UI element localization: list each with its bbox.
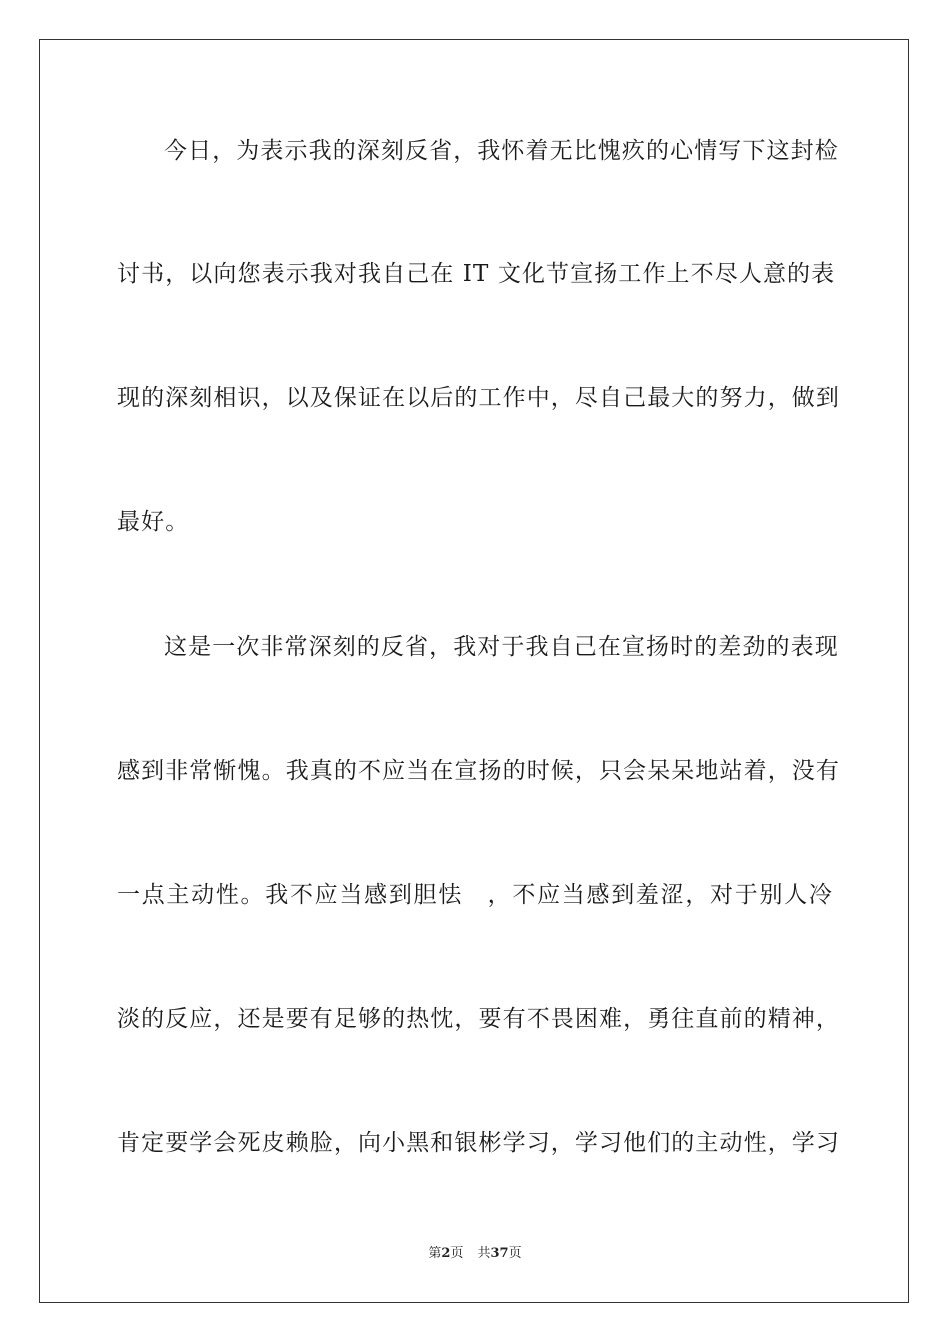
total-pages: 37 — [490, 1246, 509, 1261]
page-suffix: 页 — [450, 1246, 464, 1261]
paragraph-1-line-1: 今日，为表示我的深刻反省，我怀着无比愧疚的心情写下这封检 — [164, 138, 839, 164]
page-number: 2 — [441, 1246, 451, 1261]
paragraph-1-line-4: 最好。 — [117, 509, 190, 535]
paragraph-2-line-4: 淡的反应，还是要有足够的热忱，要有不畏困难，勇往直前的精神， — [117, 1006, 840, 1032]
paragraph-2-line-1: 这是一次非常深刻的反省，我对于我自己在宣扬时的差劲的表现 — [164, 634, 839, 660]
total-prefix: 共 — [477, 1246, 491, 1261]
paragraph-2-line-5: 肯定要学会死皮赖脸，向小黑和银彬学习，学习他们的主动性，学习 — [117, 1130, 840, 1156]
paragraph-2-line-3: 一点主动性。我不应当感到胆怯 ，不应当感到羞涩，对于别人冷 — [117, 882, 833, 908]
paragraph-1-line-2: 讨书，以向您表示我对我自己在 IT 文化节宣扬工作上不尽人意的表 — [117, 261, 836, 287]
page-prefix: 第 — [428, 1246, 442, 1261]
page-frame — [39, 39, 909, 1303]
paragraph-1-line-3: 现的深刻相识，以及保证在以后的工作中，尽自己最大的努力，做到 — [117, 385, 840, 411]
page-footer — [0, 1246, 950, 1262]
total-suffix: 页 — [508, 1246, 522, 1261]
paragraph-2-line-2: 感到非常惭愧。我真的不应当在宣扬的时候，只会呆呆地站着，没有 — [117, 758, 840, 784]
